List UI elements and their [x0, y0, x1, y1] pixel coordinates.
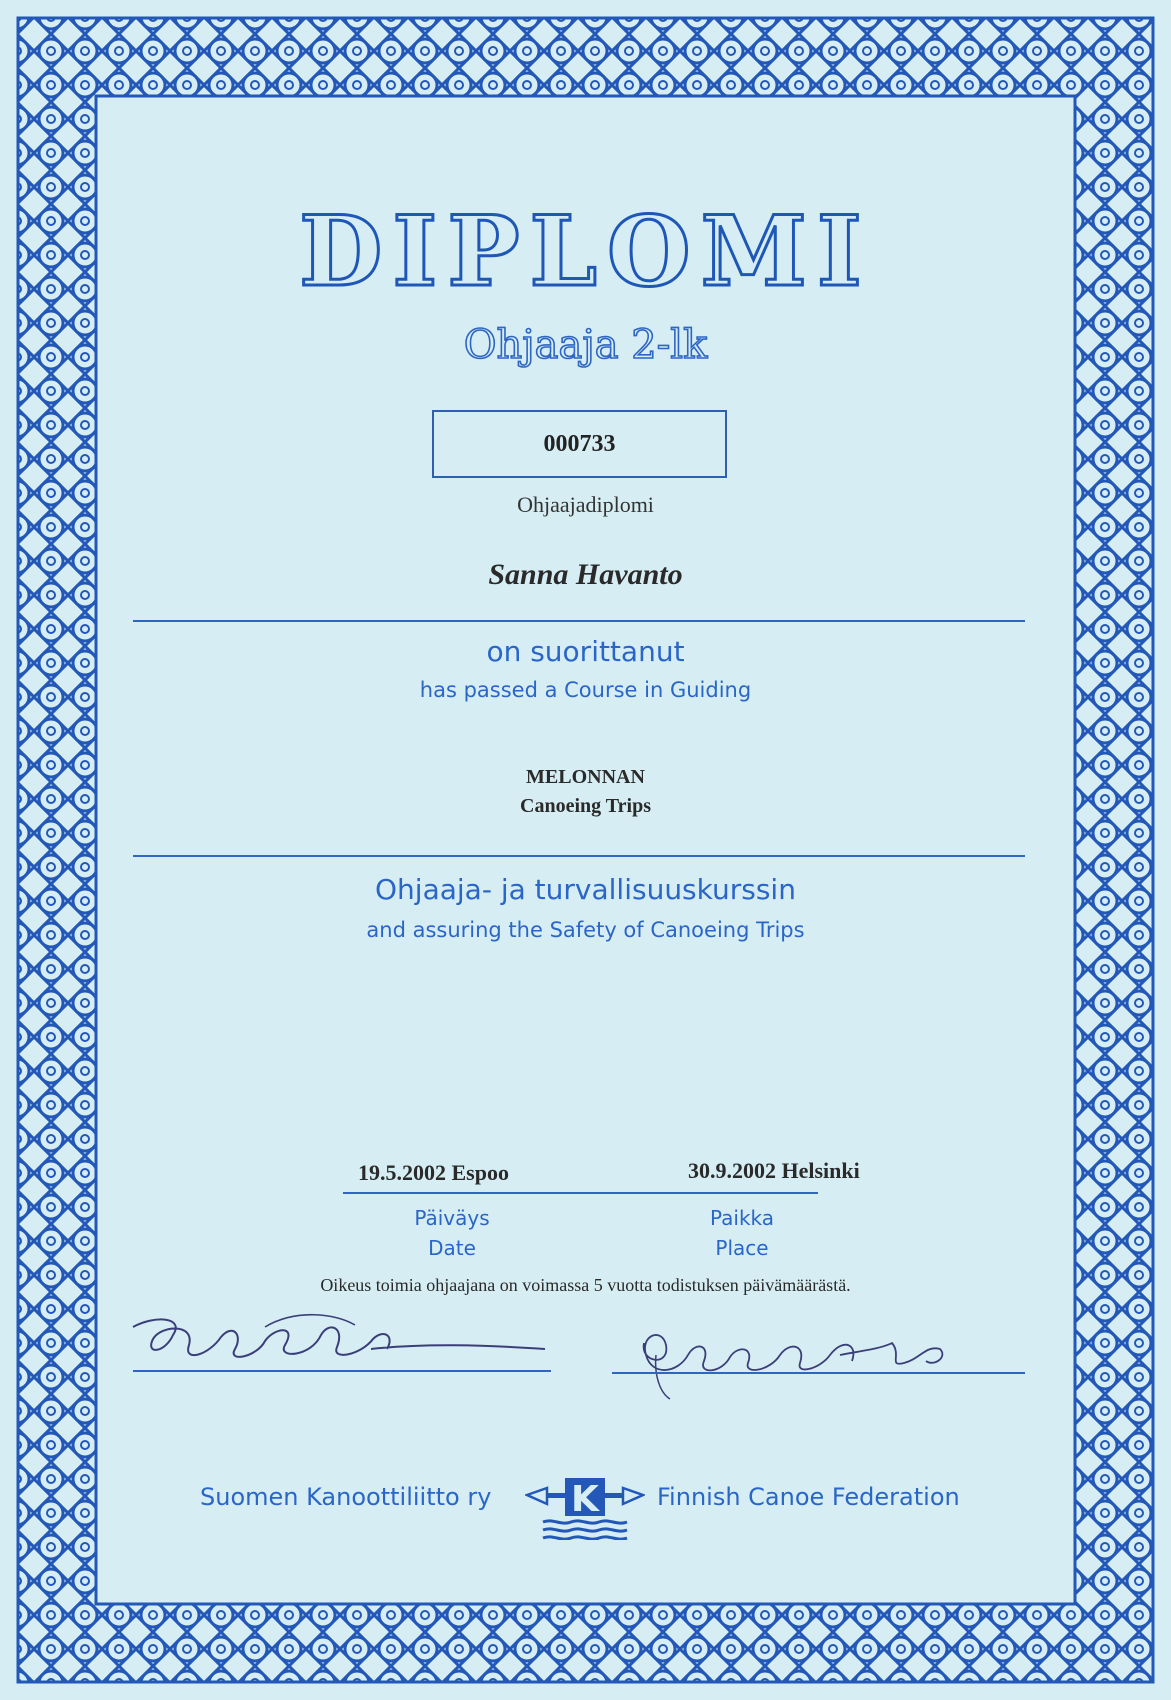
- passed-text-fi: on suorittanut: [486, 635, 685, 668]
- date-divider: [343, 1192, 818, 1194]
- label-date-fi: Päiväys: [414, 1206, 490, 1230]
- passed-text-en: has passed a Course in Guiding: [419, 678, 752, 702]
- label-place-fi: Paikka: [709, 1206, 775, 1230]
- date-field-2: 30.9.2002 Helsinki: [688, 1158, 860, 1183]
- safety-text-fi: Ohjaaja- ja turvallisuuskurssin: [375, 873, 796, 906]
- signature-left: [125, 1305, 565, 1375]
- label-place-en: Place: [715, 1236, 769, 1260]
- validity-note: Oikeus toimia ohjaajana on voimassa 5 vuotta todistuksen päivämäärästä.: [320, 1275, 851, 1295]
- diploma-number-box: [432, 410, 727, 478]
- holder-name: Sanna Havanto: [488, 558, 683, 591]
- label-date-en: Date: [428, 1236, 476, 1260]
- diploma-type: Ohjaajadiplomi: [517, 492, 654, 517]
- safety-text-en: and assuring the Safety of Canoeing Trips: [366, 918, 805, 942]
- course-name-en: Canoeing Trips: [520, 795, 651, 817]
- org-name-en: Finnish Canoe Federation: [657, 1483, 960, 1511]
- name-divider: [133, 620, 1025, 622]
- signature-right: [630, 1315, 960, 1405]
- course-name-fi: MELONNAN: [526, 766, 645, 788]
- diploma-subtitle: Ohjaaja 2-lk: [463, 322, 708, 368]
- federation-logo: [525, 1478, 645, 1540]
- logo-letter: K: [571, 1479, 599, 1520]
- diploma-number: 000733: [543, 430, 616, 457]
- course-divider: [133, 855, 1025, 857]
- date-field-1: 19.5.2002 Espoo: [358, 1160, 509, 1185]
- signature-line-right: [612, 1372, 1025, 1374]
- org-name-fi: Suomen Kanoottiliitto ry: [200, 1483, 492, 1511]
- diploma-title: DIPLOMI: [299, 195, 872, 308]
- signature-line-left: [133, 1370, 551, 1372]
